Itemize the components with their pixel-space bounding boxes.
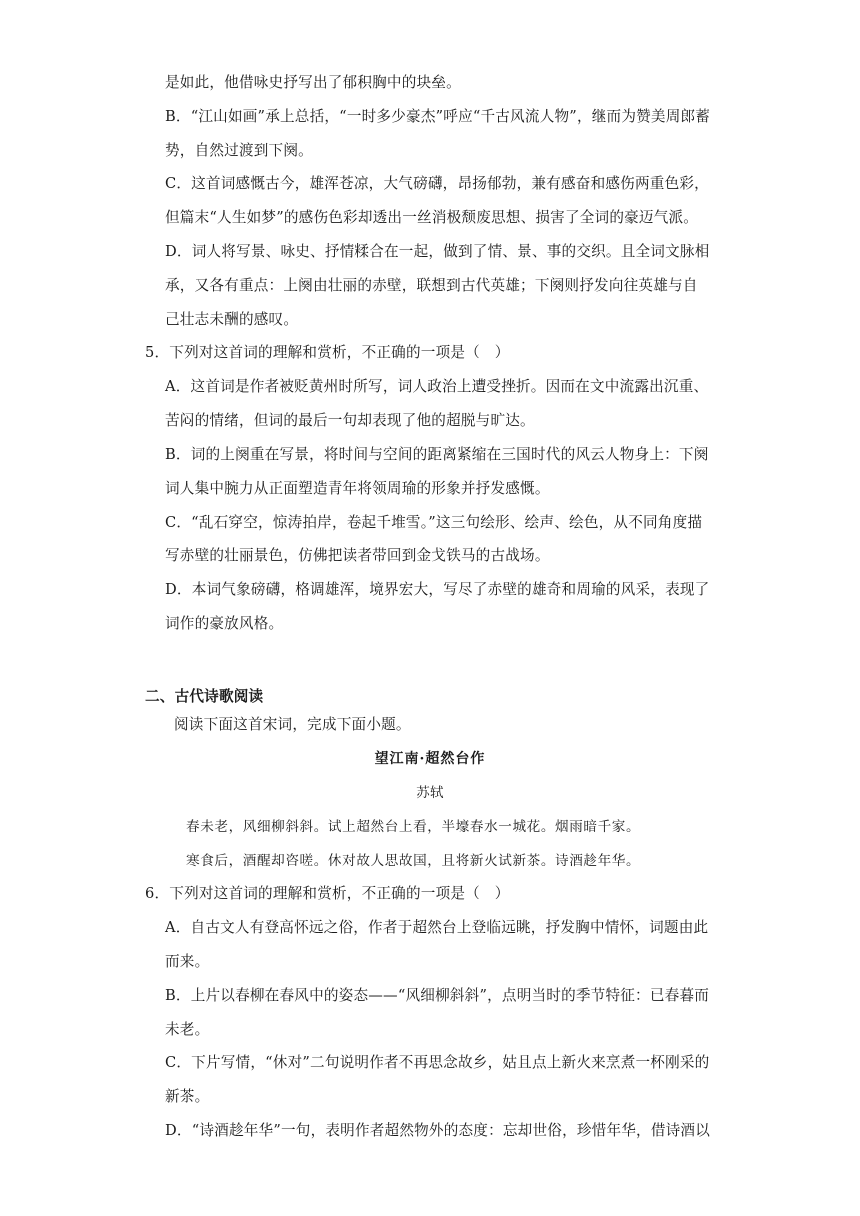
q6-option-c-line1: C．下片写情，“休对”二句说明作者不再思念故乡，姑且点上新火来烹煮一杯刚采的 [165, 1054, 710, 1071]
q4-option-c-line2: 但篇末“人生如梦”的感伤色彩却透出一丝消极颓废思想、损害了全词的豪迈气派。 [165, 209, 699, 226]
q6-option-b-line2: 未老。 [165, 1021, 210, 1038]
q5-option-b-line2: 词人集中腕力从正面塑造青年将领周瑜的形象并抒发感慨。 [165, 480, 550, 497]
q5-option-d-line1: D．本词气象磅礴，格调雄浑，境界宏大，写尽了赤壁的雄奇和周瑜的风采，表现了 [165, 581, 710, 598]
q6-stem: 6．下列对这首词的理解和赏析，不正确的一项是（ ） [145, 885, 510, 902]
poem-stanza-2: 寒食后，酒醒却咨嗟。休对故人思故国，且将新火试新茶。诗酒趁年华。 [186, 853, 641, 869]
q5-option-a-line1: A．这首词是作者被贬黄州时所写，词人政治上遭受挫折。因而在文中流露出沉重、 [165, 378, 709, 395]
q4-option-d-line3: 己壮志未酬的感叹。 [165, 311, 299, 328]
q5-option-c-line1: C．“乱石穿空，惊涛拍岸，卷起千堆雪。”这三句绘形、绘声、绘色，从不同角度描 [165, 514, 703, 531]
q4-option-d-line1: D．词人将写景、咏史、抒情糅合在一起，做到了情、景、事的交织。且全词文脉相 [165, 243, 710, 260]
q5-option-b-line1: B．词的上阕重在写景，将时间与空间的距离紧缩在三国时代的风云人物身上：下阕 [165, 446, 709, 463]
q5-option-a-line2: 苦闷的情绪，但词的最后一句却表现了他的超脱与旷达。 [165, 412, 535, 429]
q5-option-d-line2: 词作的豪放风格。 [165, 615, 284, 632]
poem-title: 望江南·超然台作 [374, 751, 486, 767]
poem-stanza-1: 春未老，风细柳斜斜。试上超然台上看，半壕春水一城花。烟雨暗千家。 [186, 819, 641, 835]
q4-option-b-line2: 势，自然过渡到下阕。 [165, 142, 313, 159]
q4-option-b-line1: B．“江山如画”承上总括，“一时多少豪杰”呼应“千古风流人物”，继而为赞美周郎蓄 [165, 108, 711, 125]
q4-option-d-line2: 承，又各有重点：上阕由壮丽的赤壁，联想到古代英雄；下阕则抒发向往英雄与自 [165, 277, 698, 294]
q6-option-a-line1: A．自古文人有登高怀远之俗，作者于超然台上登临远眺，抒发胸中情怀，词题由此 [165, 919, 709, 936]
q5-option-c-line2: 写赤壁的壮丽景色，仿佛把读者带回到金戈铁马的古战场。 [165, 547, 550, 564]
q4-option-a-continuation: 是如此，他借咏史抒写出了郁积胸中的块垒。 [165, 74, 461, 91]
section-instructions: 阅读下面这首宋词，完成下面小题。 [174, 716, 411, 733]
q4-option-c-line1: C．这首词感慨古今，雄浑苍凉，大气磅礴，昂扬郁勃，兼有感奋和感伤两重色彩， [165, 175, 709, 192]
section-heading: 二、古代诗歌阅读 [145, 688, 264, 705]
q6-option-c-line2: 新茶。 [165, 1088, 210, 1105]
q6-option-d-line1: D．“诗酒趁年华”一句，表明作者超然物外的态度：忘却世俗，珍惜年华，借诗酒以 [165, 1122, 711, 1139]
q6-option-b-line1: B．上片以春柳在春风中的姿态——“风细柳斜斜”，点明当时的季节特征：已春暮而 [165, 987, 710, 1004]
poem-author: 苏轼 [416, 785, 444, 801]
q5-stem: 5．下列对这首词的理解和赏析，不正确的一项是（ ） [145, 344, 510, 361]
q6-option-a-line2: 而来。 [165, 953, 210, 970]
